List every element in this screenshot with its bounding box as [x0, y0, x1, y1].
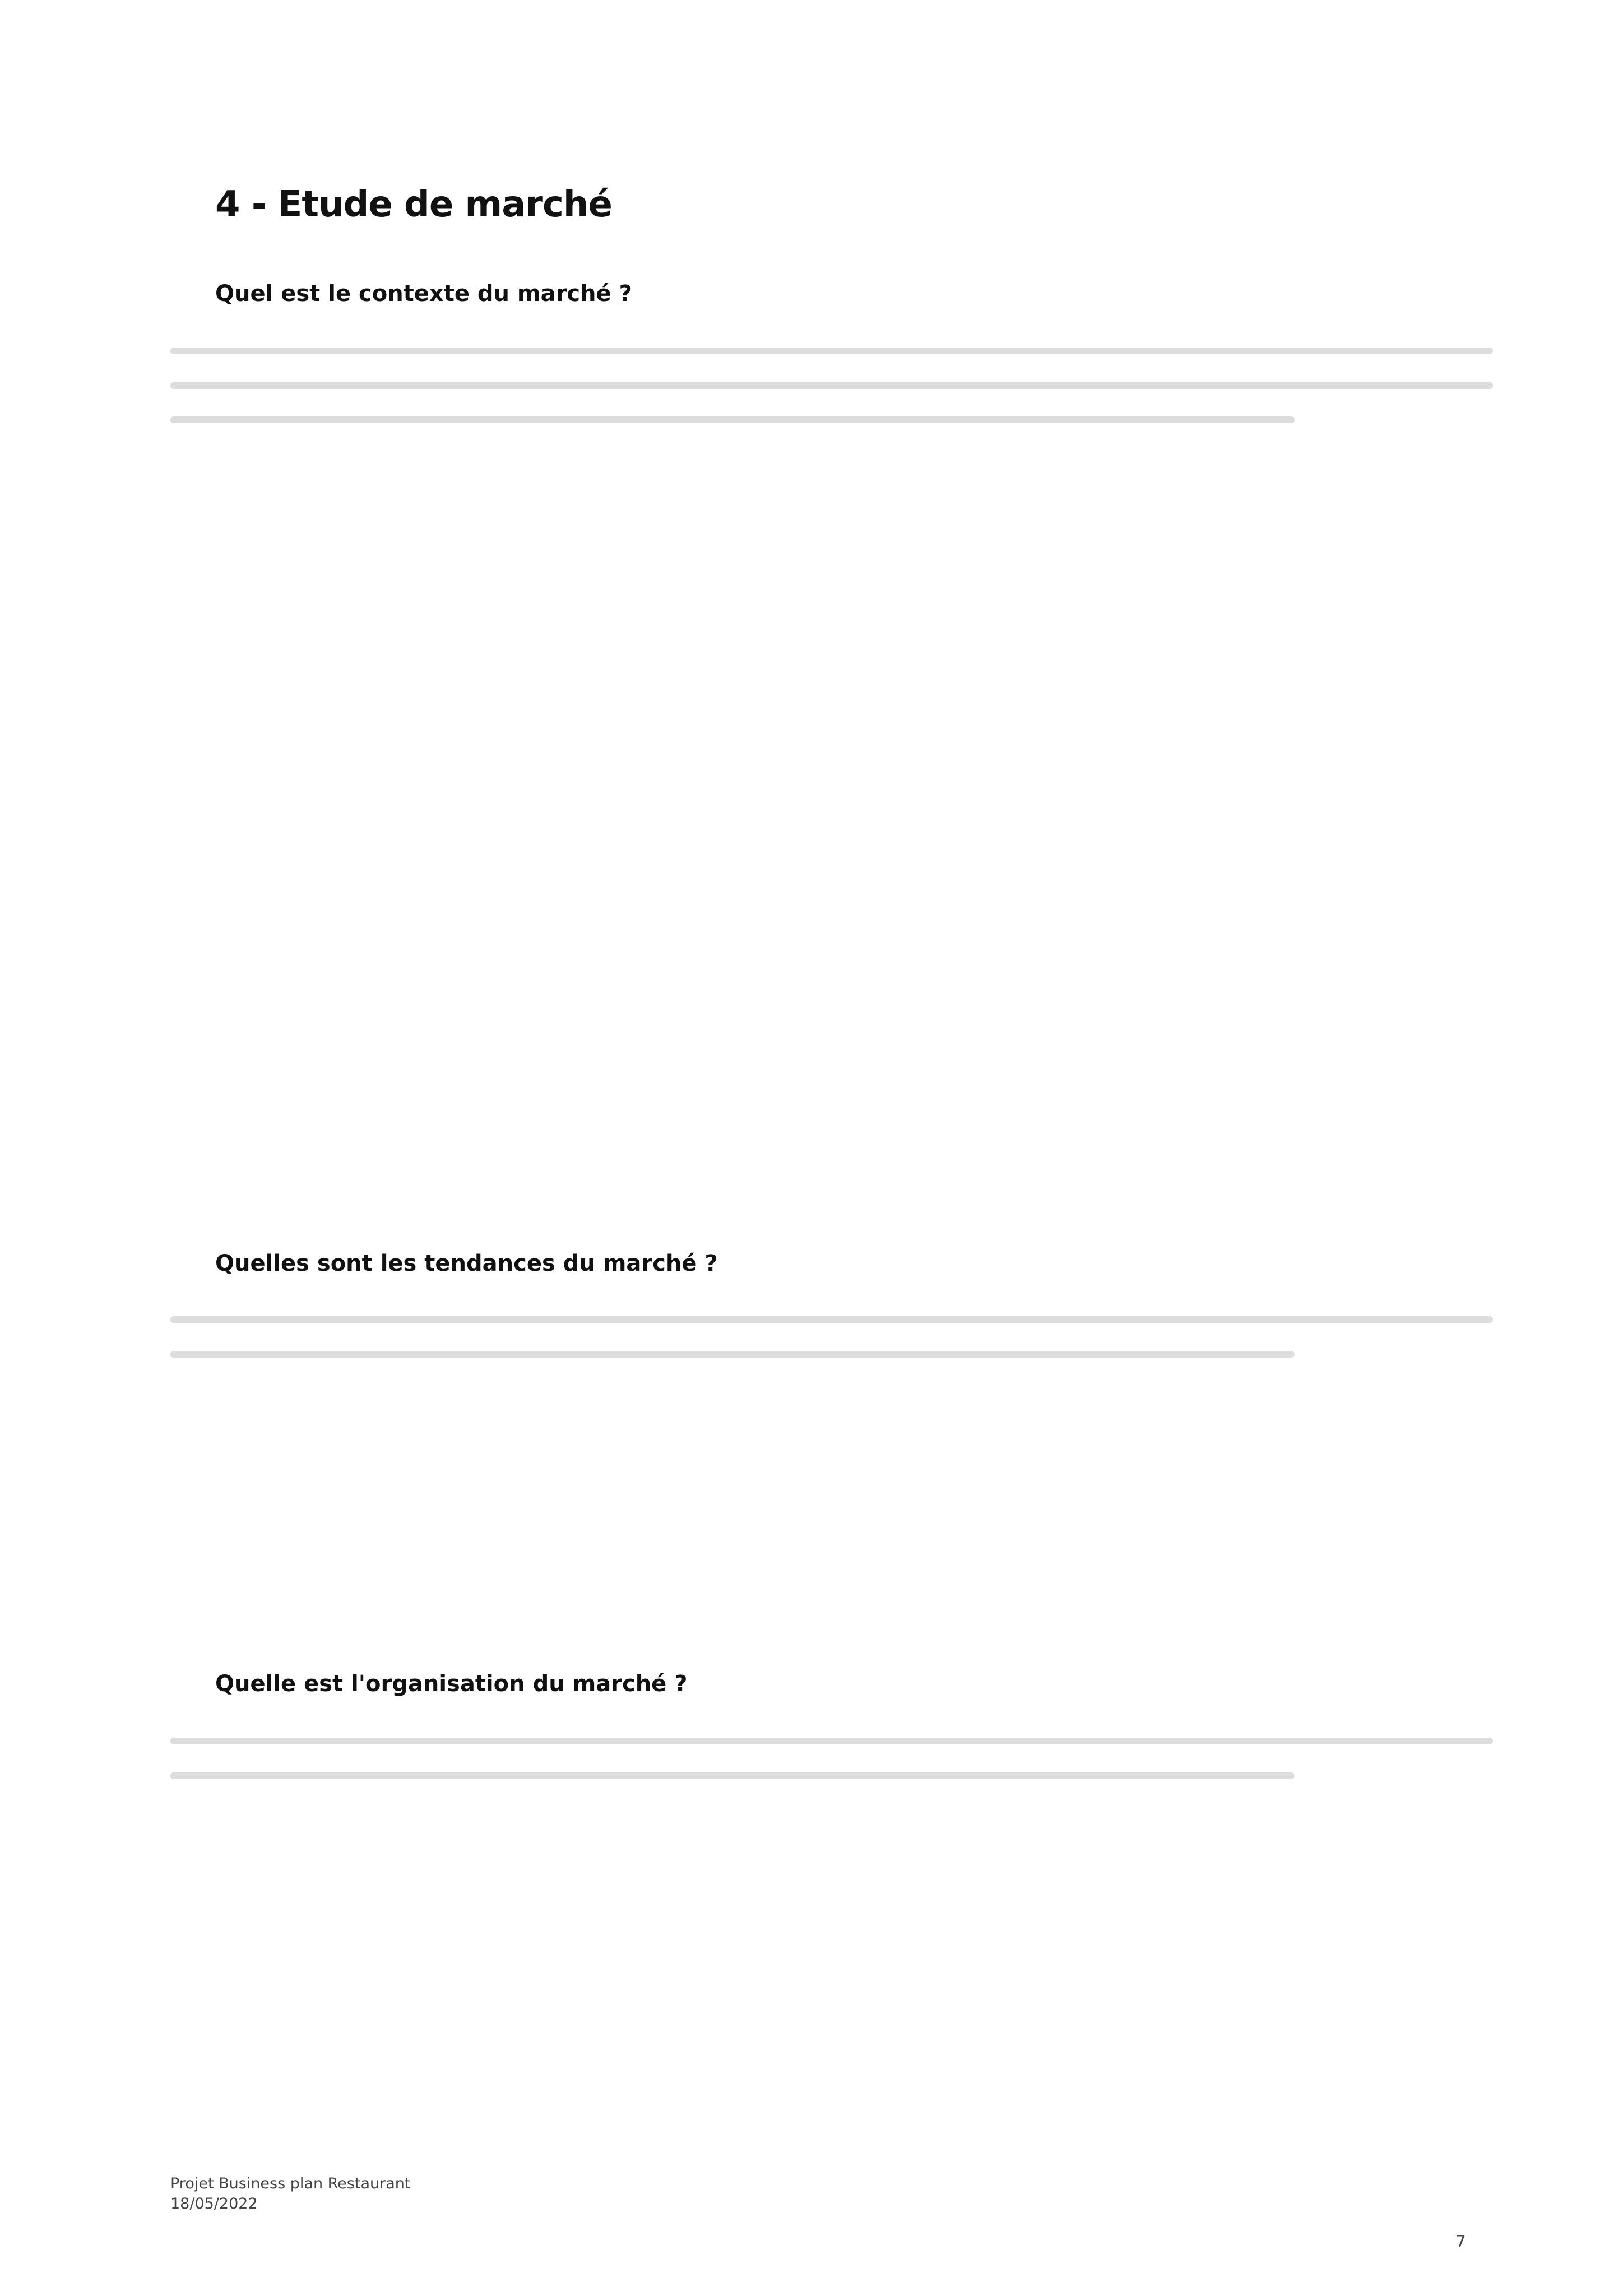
- footer: [170, 2174, 410, 2214]
- footer-project-title: Projet Business plan Restaurant: [170, 2175, 411, 2192]
- question-market-trends: Quelles sont les tendances du marché ?: [215, 1251, 718, 1276]
- question-market-context: Quel est le contexte du marché ?: [215, 281, 632, 307]
- paragraph-market-context: [170, 348, 1493, 451]
- page-number: 7: [1455, 2232, 1466, 2252]
- footer-date: 18/05/2022: [170, 2195, 258, 2212]
- question-market-organisation: Quelle est l'organisation du marché ?: [215, 1671, 688, 1697]
- section-title: 4 - Etude de marché: [215, 184, 612, 225]
- paragraph-market-organisation: [170, 1738, 1493, 1807]
- paragraph-market-trends: [170, 1316, 1493, 1385]
